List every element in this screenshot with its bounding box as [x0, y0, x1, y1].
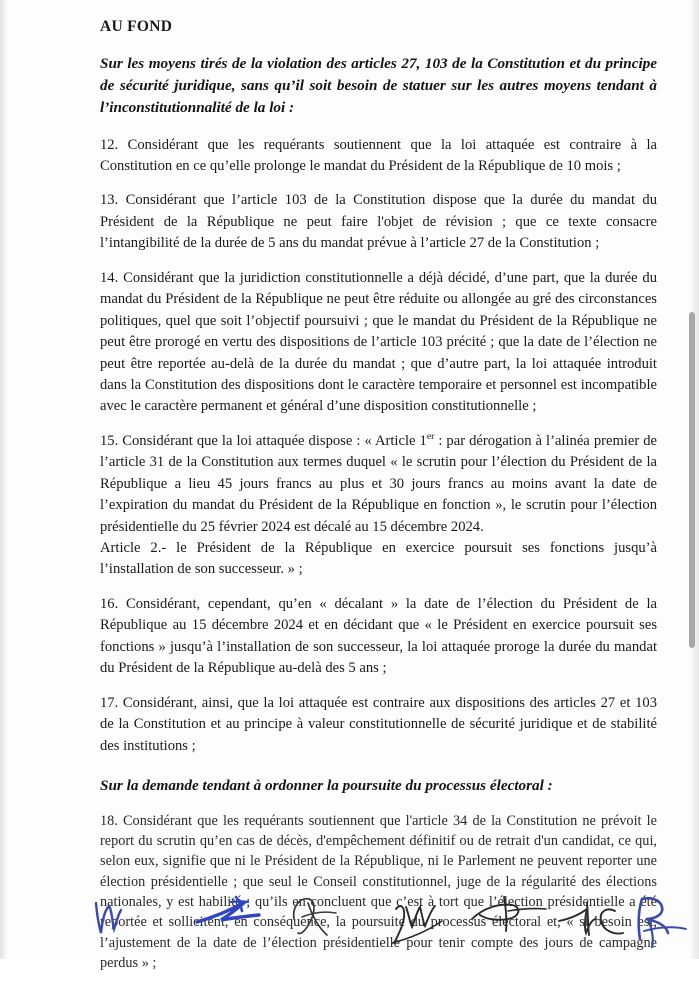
signature-3 [282, 893, 346, 945]
paragraph-15-part-b: : par dérogation à l’alinéa premier de l’article 31 de la Constitution aux termes duquel « le scrutin pour l’élection du Président de la République a lieu 45 jours francs au plus et 30 jours francs au moins avant la date de l’expiration du mandat du Président de la République en fonction », le scrutin pour l’élection présidentielle du 25 février 2024 est décalé au 15 décembre 2024. [100, 432, 657, 535]
paragraph-17: 17. Considérant, ainsi, que la loi attaquée est contraire aux dispositions des articles 27 et 103 de la Constitution et au principe à valeur constitutionnelle de sécurité juridique et de stabilité des institutions ; [100, 694, 657, 754]
signature-2 [193, 893, 267, 943]
paragraph-18: 18. Considérant que les requérants soutiennent que l'article 34 de la Constitution ne prévoit le report du scrutin qu’en cas de décès, d'empêchement définitif ou de retrait d'un candidat, ce qui, selon eux, signifie que ni le Président de la République, ni le Parlement ne peuvent reporter une élection présidentielle ; que seul le Conseil constitutionnel, juge de la régularité des élections nationales, y est habilité ; qu’ils en concluent que c’est à tort que l’élection présidentielle a été reportée et sollicitent, en conséquence, la poursuite du processus électoral et, « si besoin est, l’ajustement de la date de l’élection présidentielle pour tenir compte des jours de campagne perdus » ; [100, 812, 657, 971]
page-left-edge [0, 0, 7, 959]
section-heading-demande: Sur la demande tendant à ordonner la poursuite du processus électoral : [100, 776, 553, 794]
document-body [100, 18, 657, 981]
paragraph-16: 16. Considérant, cependant, qu’en « décalant » la date de l’élection du Président de la République au 15 décembre 2024 et en décidant que « le Président en exercice poursuit ses fonctions » jusqu’à l’installation de son successeur, la loi attaquée proroge la durée du mandat du Président de la République au-delà des 5 ans ; [100, 595, 657, 677]
signature-block [60, 893, 670, 955]
scrollbar-thumb[interactable] [689, 312, 695, 648]
signature-4 [390, 893, 476, 951]
paragraph-12: 12. Considérant que les requérants soutiennent que la loi attaquée est contraire à la Constitution en ce qu’elle prolonge le mandat du Président de la République de 10 mois ; [100, 136, 657, 174]
signature-7 [626, 893, 690, 951]
signature-1 [88, 893, 134, 943]
ordinal-superscript: er [426, 430, 435, 442]
paragraph-14: 14. Considérant que la juridiction constitutionnelle a déjà décidé, d’une part, que la durée du mandat du Président de la République ne peut être réduite ou allongée au gré des circonstances politiques, quel que soit l’objectif poursuivi ; que le mandat du Président de la République ne peut être prorogé en vertu des dispositions de l’article 103 précité ; que la date de l’élection ne peut être reportée au-delà de la durée du mandat ; que d’autre part, la loi attaquée introduit dans la Constitution des dispositions dont le caractère temporaire et personnel est incompatible avec le caractère permanent et général d’une disposition constitutionnelle ; [100, 269, 657, 415]
signature-5 [468, 893, 550, 945]
section-heading-moyens: Sur les moyens tirés de la violation des articles 27, 103 de la Constitution et du principe de sécurité juridique, sans qu’il soit besoin de statuer sur les autres moyens tendant à l’inconstitutionnalité de la loi : [100, 55, 657, 117]
page-title: AU FOND [100, 18, 173, 35]
signature-6 [557, 893, 635, 949]
paragraph-13: 13. Considérant que l’article 103 de la Constitution dispose que la durée du mandat du Président de la République ne peut faire l'objet de révision ; que ce texte consacre l’intangibilité de la durée de 5 ans du mandat prévue à l’article 27 de la Constitution ; [100, 192, 657, 252]
scrollbar-track[interactable] [690, 0, 697, 959]
paragraph-15-part-a: 15. Considérant que la loi attaquée dispose : « Article 1 [100, 432, 427, 449]
paragraph-15 [100, 431, 657, 581]
paragraph-15-article-two: Article 2.- le Président de la République en exercice poursuit ses fonctions jusqu’à l’installation de son successeur. » ; [100, 540, 657, 578]
